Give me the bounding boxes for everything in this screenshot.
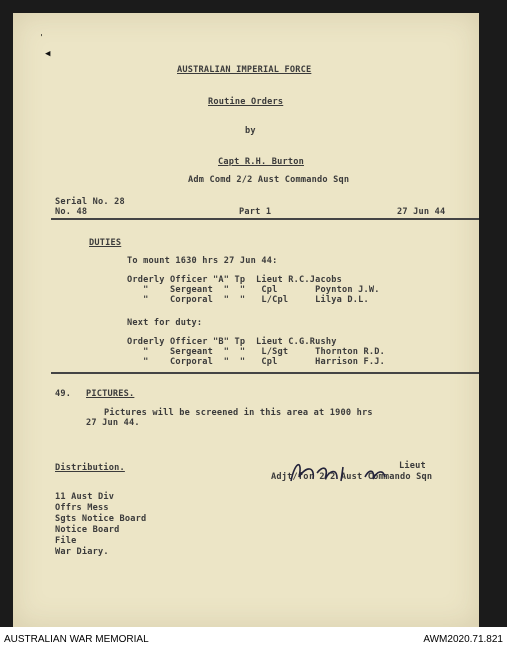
- by-line: by: [245, 126, 256, 136]
- distribution-heading: Distribution.: [55, 463, 125, 473]
- duty-line: " Sergeant " " Cpl Poynton J.W.: [127, 285, 380, 295]
- duty-line: " Corporal " " Cpl Harrison F.J.: [127, 357, 385, 367]
- tick-mark: ': [39, 33, 44, 42]
- distribution-item: Sgts Notice Board: [55, 514, 147, 524]
- signature-scrawl: [285, 455, 395, 491]
- pictures-line-1: Pictures will be screened in this area at 1900 hrs: [104, 408, 373, 418]
- officer-appointment: Adm Comd 2/2 Aust Commando Sqn: [188, 175, 350, 185]
- footer-left-text: AUSTRALIAN WAR MEMORIAL: [4, 634, 149, 645]
- arrow-mark: ◀: [45, 49, 51, 59]
- pictures-number: 49.: [55, 389, 72, 399]
- duty-line: " Sergeant " " L/Sgt Thornton R.D.: [127, 347, 385, 357]
- order-date: 27 Jun 44: [397, 207, 446, 217]
- duty-line: Orderly Officer "A" Tp Lieut R.C.Jacobs: [127, 275, 342, 285]
- serial-label: Serial No. 28: [55, 197, 125, 207]
- distribution-item: File: [55, 536, 77, 546]
- duty-line: " Corporal " " L/Cpl Lilya D.L.: [127, 295, 369, 305]
- force-heading: AUSTRALIAN IMPERIAL FORCE: [177, 65, 312, 75]
- duty-line: Orderly Officer "B" Tp Lieut C.G.Rushy: [127, 337, 337, 347]
- pictures-heading: PICTURES.: [86, 389, 135, 399]
- distribution-item: 11 Aust Div: [55, 492, 115, 502]
- distribution-item: Offrs Mess: [55, 503, 109, 513]
- duties-heading: DUTIES: [89, 238, 122, 248]
- header-rule: [51, 218, 479, 220]
- order-number: No. 48: [55, 207, 88, 217]
- document-page: [13, 13, 479, 627]
- part-label: Part 1: [239, 207, 272, 217]
- distribution-item: Notice Board: [55, 525, 120, 535]
- archive-footer: [0, 627, 507, 653]
- document-title: Routine Orders: [208, 97, 284, 107]
- distribution-item: War Diary.: [55, 547, 109, 557]
- footer-right-text: AWM2020.71.821: [423, 634, 503, 645]
- pictures-line-2: 27 Jun 44.: [86, 418, 140, 428]
- duties-mount: To mount 1630 hrs 27 Jun 44:: [127, 256, 278, 266]
- signatory-rank: Lieut: [399, 461, 426, 471]
- next-for-duty: Next for duty:: [127, 318, 203, 328]
- officer-name: Capt R.H. Burton: [218, 157, 304, 167]
- section-rule: [51, 372, 479, 374]
- signatory-title: Adjt/for 2/2 Aust Commando Sqn: [271, 472, 433, 482]
